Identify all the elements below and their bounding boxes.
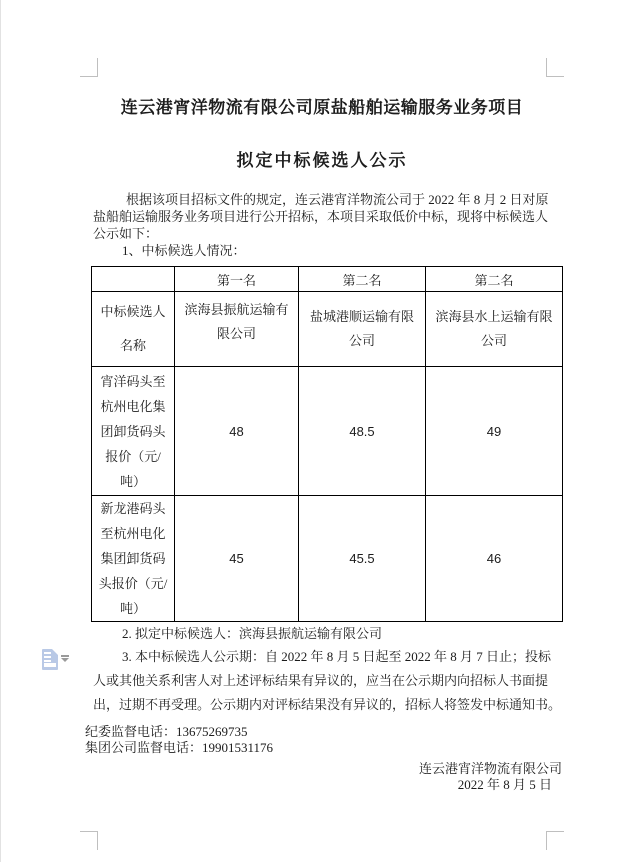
row-label-price-xiaoyang: 宵洋码头至杭州电化集团卸货码头报价（元/吨） <box>92 367 175 496</box>
group-phone-line: 集团公司监督电话：19901531176 <box>85 740 274 755</box>
row-label-candidate-name: 中标候选人名称 <box>92 292 175 367</box>
item3-line-2: 人或其他关系利害人对上述评标结果有异议的，应当在公示期内向招标人书面提 <box>93 673 549 688</box>
intro-line-1: 根据该项目招标文件的规定，连云港宵洋物流公司于 2022 年 8 月 2 日对原 <box>126 192 549 207</box>
item3-line-1: 3. 本中标候选人公示期：自 2022 年 8 月 5 日起至 2022 年 8 月 7 日止；投标 <box>122 649 552 664</box>
price-xinlonggang-candidate-3: 46 <box>426 496 563 622</box>
table-header-row <box>92 267 563 292</box>
document-title-line1: 连云港宵洋物流有限公司原盐船舶运输服务业务项目 <box>120 98 524 117</box>
price-xinlonggang-candidate-1: 45 <box>175 496 299 622</box>
header-cell-second-place: 第二名 <box>299 267 426 292</box>
signoff-date: 2022 年 8 月 5 日 <box>457 777 552 792</box>
discipline-phone-line: 纪委监督电话：13675269735 <box>85 724 248 739</box>
intro-line-3: 公示如下： <box>93 226 159 241</box>
header-cell-empty <box>92 267 175 292</box>
list-item-1: 1、中标候选人情况： <box>122 243 246 258</box>
signoff-company: 连云港宵洋物流有限公司 <box>418 761 562 776</box>
price-xiaoyang-candidate-3: 49 <box>426 367 563 496</box>
intro-line-2: 盐船舶运输服务业务项目进行公开招标，本项目采取低价中标，现将中标候选人 <box>93 209 549 224</box>
header-cell-first-place: 第一名 <box>175 267 299 292</box>
document-title-line2: 拟定中标候选人公示 <box>236 151 408 170</box>
paste-options-dropdown-arrow-icon[interactable] <box>60 655 70 664</box>
item3-line-3: 出，过期不再受理。公示期内对评标结果没有异议的，招标人将签发中标通知书。 <box>93 697 562 712</box>
price-xiaoyang-candidate-1: 48 <box>175 367 299 496</box>
price-xiaoyang-candidate-2: 48.5 <box>299 367 426 496</box>
table-row-candidate-names <box>92 292 563 367</box>
table-row-price-xinlonggang <box>92 496 563 622</box>
candidate-2-name: 盐城港顺运输有限公司 <box>299 292 426 367</box>
page-left-edge <box>0 0 1 862</box>
list-item-2: 2. 拟定中标候选人：滨海县振航运输有限公司 <box>122 626 383 641</box>
price-xinlonggang-candidate-2: 45.5 <box>299 496 426 622</box>
candidate-1-name: 滨海县振航运输有限公司 <box>175 292 299 367</box>
row-label-price-xinlonggang: 新龙港码头至杭州电化集团卸货码头报价（元/吨） <box>92 496 175 622</box>
bid-candidates-table <box>91 266 563 622</box>
table-row-price-xiaoyang <box>92 367 563 496</box>
header-cell-third-place: 第二名 <box>426 267 563 292</box>
candidate-3-name: 滨海县水上运输有限公司 <box>426 292 563 367</box>
paste-options-icon[interactable] <box>42 649 58 670</box>
